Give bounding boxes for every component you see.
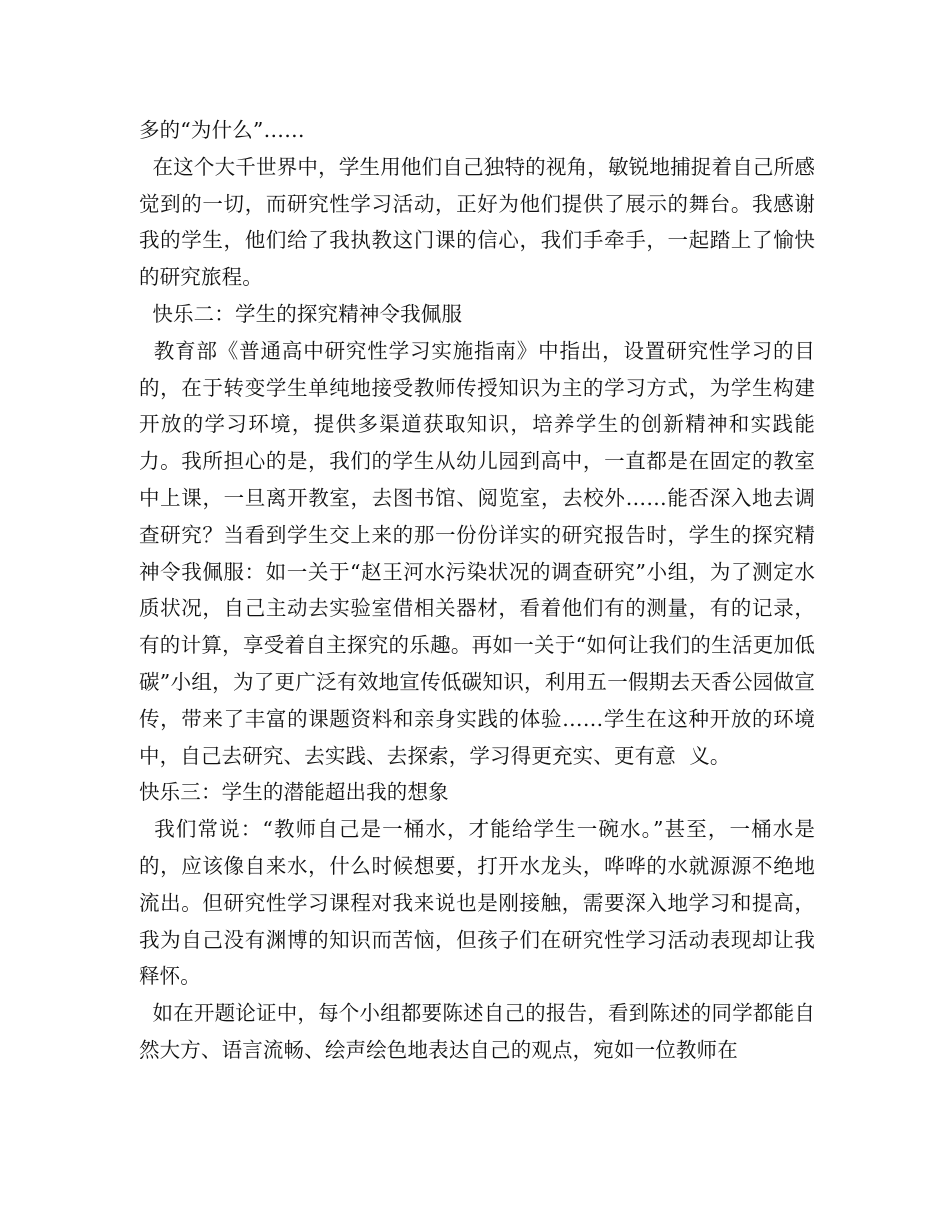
document-body bbox=[139, 112, 815, 1069]
paragraph-bucket-of-water: 我们常说：“教师自己是一桶水，才能给学生一碗水。”甚至，一桶水是的，应该像自来水，什么时候想要，打开水龙头，哗哗的水就源源不绝地流出。但研究性学习课程对我来说也是刚接触，需要深入地学习和提高，我为自己没有渊博的知识而苦恼，但孩子们在研究性学习活动表现却让我释怀。 bbox=[139, 817, 815, 989]
paragraph-inquiry-spirit: 教育部《普通高中研究性学习实施指南》中指出，设置研究性学习的目的，在于转变学生单纯地接受教师传授知识为主的学习方式，为学生构建开放的学习环境，提供多渠道获取知识，培养学生的创新精神和实践能力。我所担心的是，我们的学生从幼儿园到高中，一直都是在固定的教室中上课，一旦离开教室，去图书馆、阅览室，去校外……能否深入地去调查研究？当看到学生交上来的那一份份详实的研究报告时，学生的探究精神令我佩服：如一关于“赵王河水污染状况的调查研究”小组，为了测定水质状况，自己主动去实验室借相关器材，看着他们有的测量，有的记录，有的计算，享受着自主探究的乐趣。再如一关于“如何让我们的生活更加低碳”小组，为了更广泛有效地宣传低碳知识，利用五一假期去天香公园做宣传，带来了丰富的课题资料和亲身实践的体验……学生在这种开放的环境中，自己去研究、去实践、去探索，学习得更充实、更有意 义。 bbox=[139, 338, 815, 768]
section-heading-joy-three: 快乐三：学生的潜能超出我的想象 bbox=[139, 780, 449, 805]
section-heading-joy-two: 快乐二：学生的探究精神令我佩服 bbox=[139, 301, 463, 326]
paragraph-proposal-defense: 如在开题论证中，每个小组都要陈述自己的报告，看到陈述的同学都能自然大方、语言流畅、绘声绘色地表达自己的观点，宛如一位教师在 bbox=[139, 1001, 815, 1062]
paragraph-stage: 在这个大千世界中，学生用他们自己独特的视角，敏锐地捕捉着自己所感觉到的一切，而研究性学习活动，正好为他们提供了展示的舞台。我感谢我的学生，他们给了我执教这门课的信心，我们手牵手，一起踏上了愉快的研究旅程。 bbox=[139, 154, 815, 290]
paragraph-continuation: 多的“为什么”…… bbox=[139, 118, 305, 142]
